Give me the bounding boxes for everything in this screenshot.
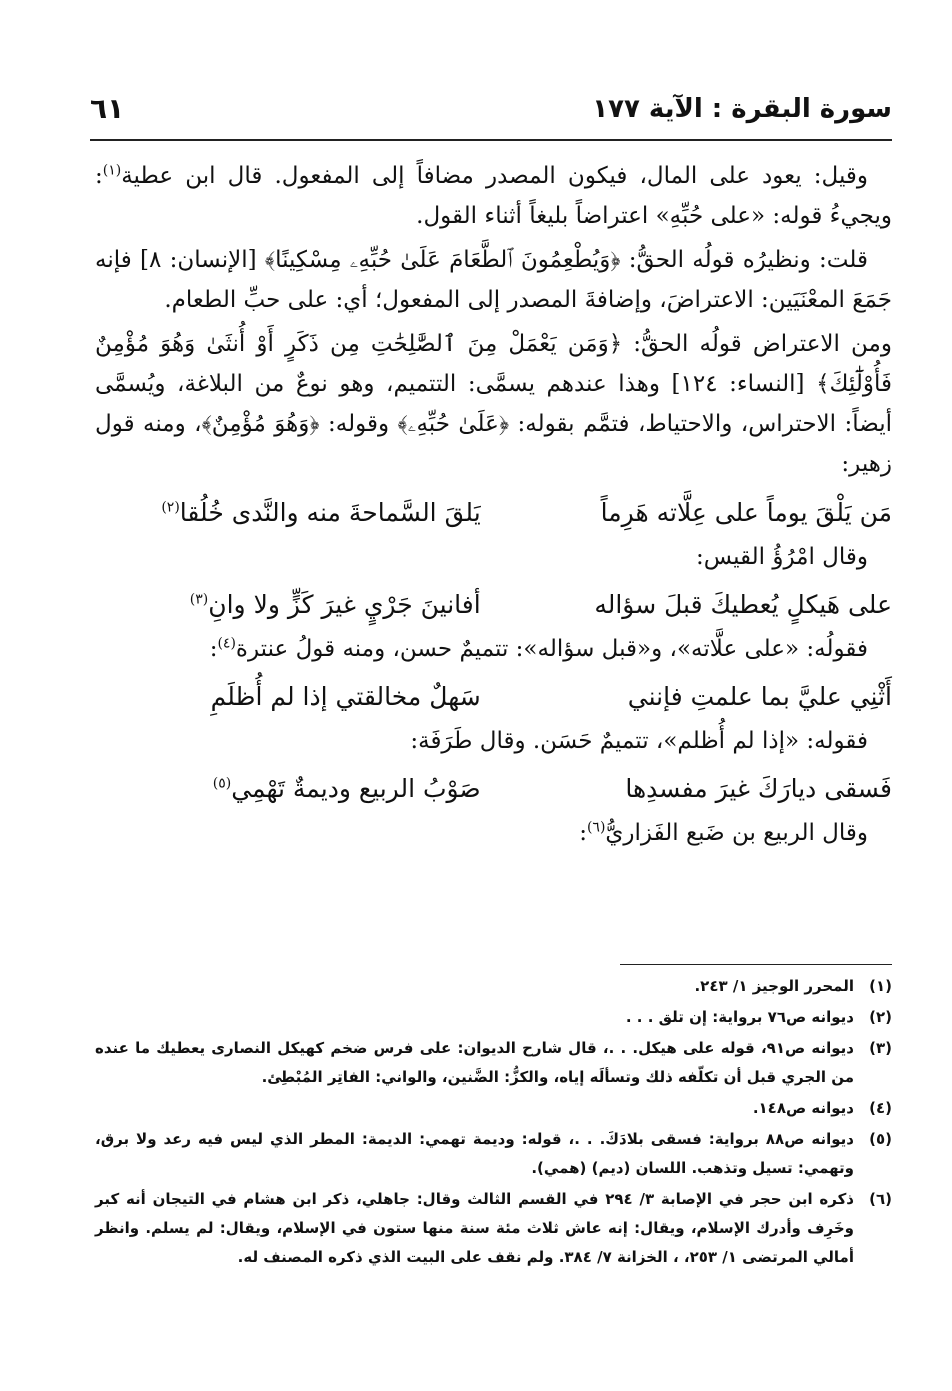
verse-antara [95, 674, 892, 720]
intro-antara-text: فقولُه: «على علَّاته»، و«قبل سؤاله»: تتميمٌ حسن، ومنه قولُ عنترة [235, 636, 868, 662]
intro-rabi-text: وقال الربيع بن ضَبع الفَزاريُّ [605, 820, 868, 846]
paragraph-3-text: ومن الاعتراض قولُه الحقُّ: ﴿وَمَن يَعْمَلْ مِنَ ٱلصَّٰلِحَٰتِ مِن ذَكَرٍ أَوْ أُنثَىٰ وَهُوَ مُؤْمِنٌ فَأُوْلَٰٓئِكَ﴾ [النساء: ١٢٤] وهذا عندهم يسمَّى: التتميم، وهو نوعٌ من البلاغة، ويُسمَّى أيضاً: الاحتراس، والاحتياط، فتمَّم بقوله: ﴿عَلَىٰ حُبِّهِۦ﴾ وقوله: ﴿وَهُوَ مُؤْمِنٌ﴾، ومنه قول زهير: [95, 331, 892, 477]
paragraph-1-tail: : ويجيءُ قوله: «على حُبِّهِ» اعتراضاً بليغاً أثناء القول. [95, 163, 892, 229]
intro-rabi-tail: : [579, 820, 587, 846]
footnote-2 [95, 1003, 892, 1032]
footnote-text: ديوانه ص٩١، قوله على هيكل. . .، قال شارح الديوان: على فرس ضخم كهيكل النصارى يعطيك ما عنده من الجري قبل أن تكلّفه ذلك وتسألَه إياه، والكزُّ: الضَّنين، والواني: الفاتِر المُبْطِئ. [95, 1039, 854, 1086]
footnote-number: (٣) [869, 1039, 892, 1057]
page-number: ٦١ [90, 92, 125, 125]
verse-imru-alqais [95, 582, 892, 628]
footnote-6 [95, 1185, 892, 1272]
footnote-number: (٢) [869, 1008, 892, 1026]
page-header [90, 88, 892, 138]
footnote-5 [95, 1125, 892, 1183]
header-rule [90, 139, 892, 141]
footnote-ref-1: (١) [102, 162, 122, 179]
footnote-ref-3: (٣) [189, 591, 209, 608]
footnotes [95, 972, 892, 1274]
footnote-text: ديوانه ص٨٨ برواية: فسقى بلادَكَ. . .، قوله: وديمة تهمي: الديمة: المطر الذي ليس فيه رعد ولا برق، وتهمي: تسيل وتذهب. اللسان (ديم) (همي). [95, 1130, 854, 1177]
verse-second-hemistich: سَهلٌ مخالقتي إذا لم أُظلَمِ [210, 682, 481, 711]
footnote-number: (٦) [869, 1190, 892, 1208]
intro-imru-alqais: وقال امْرُؤُ القيس: [696, 544, 868, 570]
footnote-ref-5: (٥) [212, 775, 232, 792]
footnote-ref-2: (٢) [161, 499, 180, 516]
footnote-number: (٥) [869, 1130, 892, 1148]
running-title: سورة البقرة : الآية ١٧٧ [592, 94, 892, 124]
verse-second-text: صَوْبُ الربيع وديمةٌ تَهْمِي [231, 774, 481, 803]
footnote-text: المحرر الوجيز ١/ ٢٤٣. [694, 977, 854, 995]
footnote-number: (١) [869, 977, 892, 995]
verse-first-hemistich: أَثْنِي عليَّ بما علمتِ فإنني [627, 682, 892, 711]
paragraph-1 [95, 156, 892, 236]
intro-antara [95, 630, 892, 668]
footnote-rule [620, 964, 892, 965]
footnote-ref-6: (٦) [586, 819, 606, 836]
intro-rabi [95, 814, 892, 852]
footnote-text: ديوانه ص١٤٨. [752, 1099, 854, 1117]
footnote-text: ديوانه ص٧٦ برواية: إن تلق . . . [625, 1008, 854, 1026]
footnote-number: (٤) [869, 1099, 892, 1117]
verse-second-hemistich [101, 582, 481, 628]
intro-antara-tail: : [209, 636, 218, 662]
verse-first-hemistich: فَسقى ديارَكَ غيرَ مفسدِها [625, 774, 892, 803]
paragraph-1-text: وقيل: يعود على المال، فيكون المصدر مضافاً إلى المفعول. قال ابن عطية [121, 163, 868, 189]
verse-tarafa [95, 766, 892, 812]
verse-second-hemistich [101, 766, 481, 812]
paragraph-3 [95, 324, 892, 484]
verse-zuhair [95, 490, 892, 536]
verse-second-text: يَلقَ السَّماحةَ منه والنَّدى خُلُقا [179, 498, 481, 527]
footnote-ref-4: (٤) [217, 635, 236, 652]
footnote-text: ذكره ابن حجر في الإصابة ٣/ ٢٩٤ في القسم الثالث وقال: جاهلي، ذكر ابن هشام في التيجان أنه كبر وخَرِف وأدرك الإسلام، ويقال: إنه عاش ثلاث مئة سنة منها ستون في الإسلام، ويقال: لم يسلم. وانظر أمالي المرتضى ١/ ٢٥٣، ، الخزانة ٧/ ٣٨٤. ولم نقف على البيت الذي ذكره المصنف له. [95, 1190, 855, 1266]
verse-second-hemistich [101, 490, 481, 536]
footnote-1 [95, 972, 892, 1001]
verse-second-text: أفانينَ جَرْيٍ غيرَ كَزٍّ ولا وانِ [208, 590, 481, 619]
intro-tarafa: فقوله: «إذا لم أُظلم»، تتميمٌ حَسَن. وقال طَرَفَة: [410, 728, 868, 754]
main-text [95, 156, 892, 854]
footnote-4 [95, 1094, 892, 1123]
verse-first-hemistich: مَن يَلْقَ يوماً على عِلَّاته هَرِماً [600, 498, 892, 527]
verse-first-hemistich: على هَيكلٍ يُعطيكَ قبلَ سؤاله [594, 590, 892, 619]
footnote-3 [95, 1034, 892, 1092]
paragraph-2-text: قلت: ونظيرُه قولُه الحقُّ: ﴿وَيُطْعِمُونَ ٱلطَّعَامَ عَلَىٰ حُبِّهِۦ مِسْكِينًا﴾ [الإنسان: ٨] فإنه جَمَعَ المعْنَيَين: الاعتراضَ، وإضافةَ المصدر إلى المفعول؛ أي: على حبِّ الطعام. [95, 247, 892, 313]
paragraph-2 [95, 240, 892, 320]
